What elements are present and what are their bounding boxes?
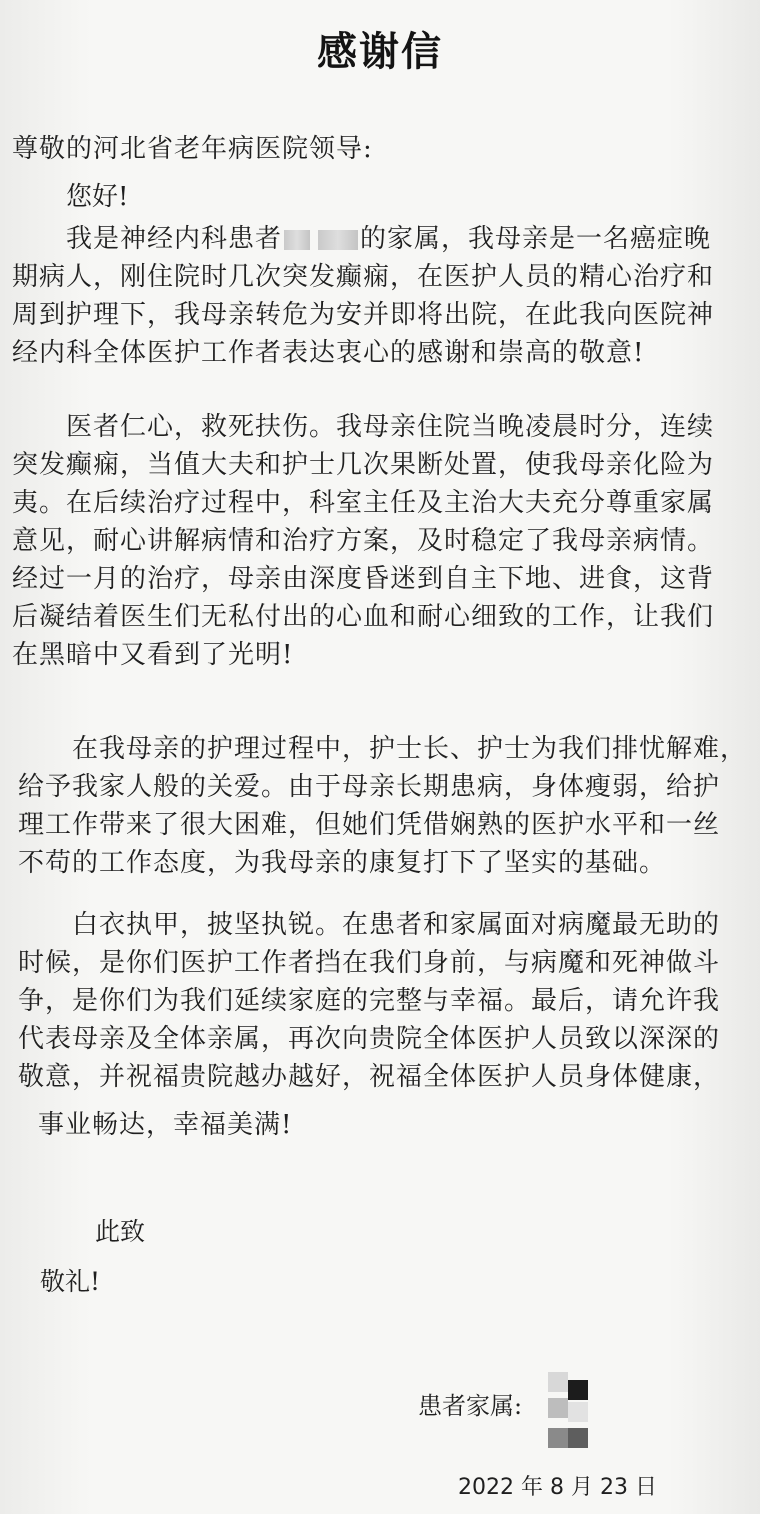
paragraph-line: 白衣执甲，披坚执锐。在患者和家属面对病魔最无助的 (72, 910, 721, 940)
paragraph-line (12, 220, 714, 258)
redacted-name-block (318, 230, 358, 250)
letter-title: 感谢信 (317, 29, 443, 75)
signer-label: 患者家属: (418, 1392, 523, 1420)
paragraph-line: 突发癫痫，当值大夫和护士几次果断处置，使我母亲化险为 (12, 450, 715, 480)
closing-phrase: 此致 (95, 1217, 146, 1246)
paragraph-line: 医者仁心，救死扶伤。我母亲住院当晚凌晨时分，连续 (66, 412, 715, 442)
mosaic-cell (568, 1380, 588, 1400)
paragraph-line: 周到护理下，我母亲转危为安并即将出院，在此我向医院神 (12, 300, 715, 330)
paragraph-line: 经过一月的治疗，母亲由深度昏迷到自主下地、进食，这背 (12, 564, 715, 594)
paragraph-1 (12, 220, 714, 372)
mosaic-cell (548, 1398, 568, 1418)
paragraph-line: 期病人，刚住院时几次突发癫痫，在医护人员的精心治疗和 (12, 262, 715, 292)
redacted-signature-mosaic (548, 1372, 590, 1452)
redacted-name-block (284, 230, 310, 250)
salutation: 尊敬的河北省老年病医院领导: (12, 134, 373, 164)
paragraph-line: 理工作带来了很大困难，但她们凭借娴熟的医护水平和一丝 (18, 810, 721, 840)
paragraph-4 (18, 906, 720, 1144)
greeting: 您好! (66, 182, 129, 212)
paragraph-line: 意见，耐心讲解病情和治疗方案，及时稳定了我母亲病情。 (12, 526, 715, 556)
paragraph-line: 争，是你们为我们延续家庭的完整与幸福。最后，请允许我 (18, 986, 721, 1016)
paragraph-3 (18, 730, 747, 882)
paragraph-line: 不苟的工作态度，为我母亲的康复打下了坚实的基础。 (18, 848, 667, 878)
mosaic-cell (548, 1372, 568, 1392)
paragraph-line: 给予我家人般的关爱。由于母亲长期患病，身体瘦弱，给护 (18, 772, 721, 802)
paragraph-line: 时候，是你们医护工作者挡在我们身前，与病魔和死神做斗 (18, 948, 721, 978)
mosaic-cell (568, 1402, 588, 1422)
mosaic-cell (548, 1428, 568, 1448)
paragraph-2 (12, 408, 714, 674)
paragraph-line: 在黑暗中又看到了光明! (12, 640, 294, 670)
paragraph-line: 在我母亲的护理过程中，护士长、护士为我们排忧解难， (72, 734, 748, 764)
paragraph-line: 夷。在后续治疗过程中，科室主任及主治大夫充分尊重家属 (12, 488, 715, 518)
paragraph-line: 经内科全体医护工作者表达衷心的感谢和崇高的敬意! (12, 338, 645, 368)
mosaic-cell (568, 1428, 588, 1448)
patient-intro-text: 我是神经内科患者 (66, 224, 283, 254)
closing-salute: 敬礼! (40, 1267, 101, 1296)
patient-intro-text-cont: 的家属，我母亲是一名癌症晚 (360, 224, 712, 254)
paragraph-line: 后凝结着医生们无私付出的心血和耐心细致的工作，让我们 (12, 602, 715, 632)
paragraph-line: 事业畅达，幸福美满! (38, 1110, 293, 1140)
letter-date: 2022 年 8 月 23 日 (458, 1475, 657, 1500)
paragraph-line: 代表母亲及全体亲属，再次向贵院全体医护人员致以深深的 (18, 1024, 721, 1054)
paragraph-line: 敬意，并祝福贵院越办越好，祝福全体医护人员身体健康， (18, 1062, 721, 1092)
